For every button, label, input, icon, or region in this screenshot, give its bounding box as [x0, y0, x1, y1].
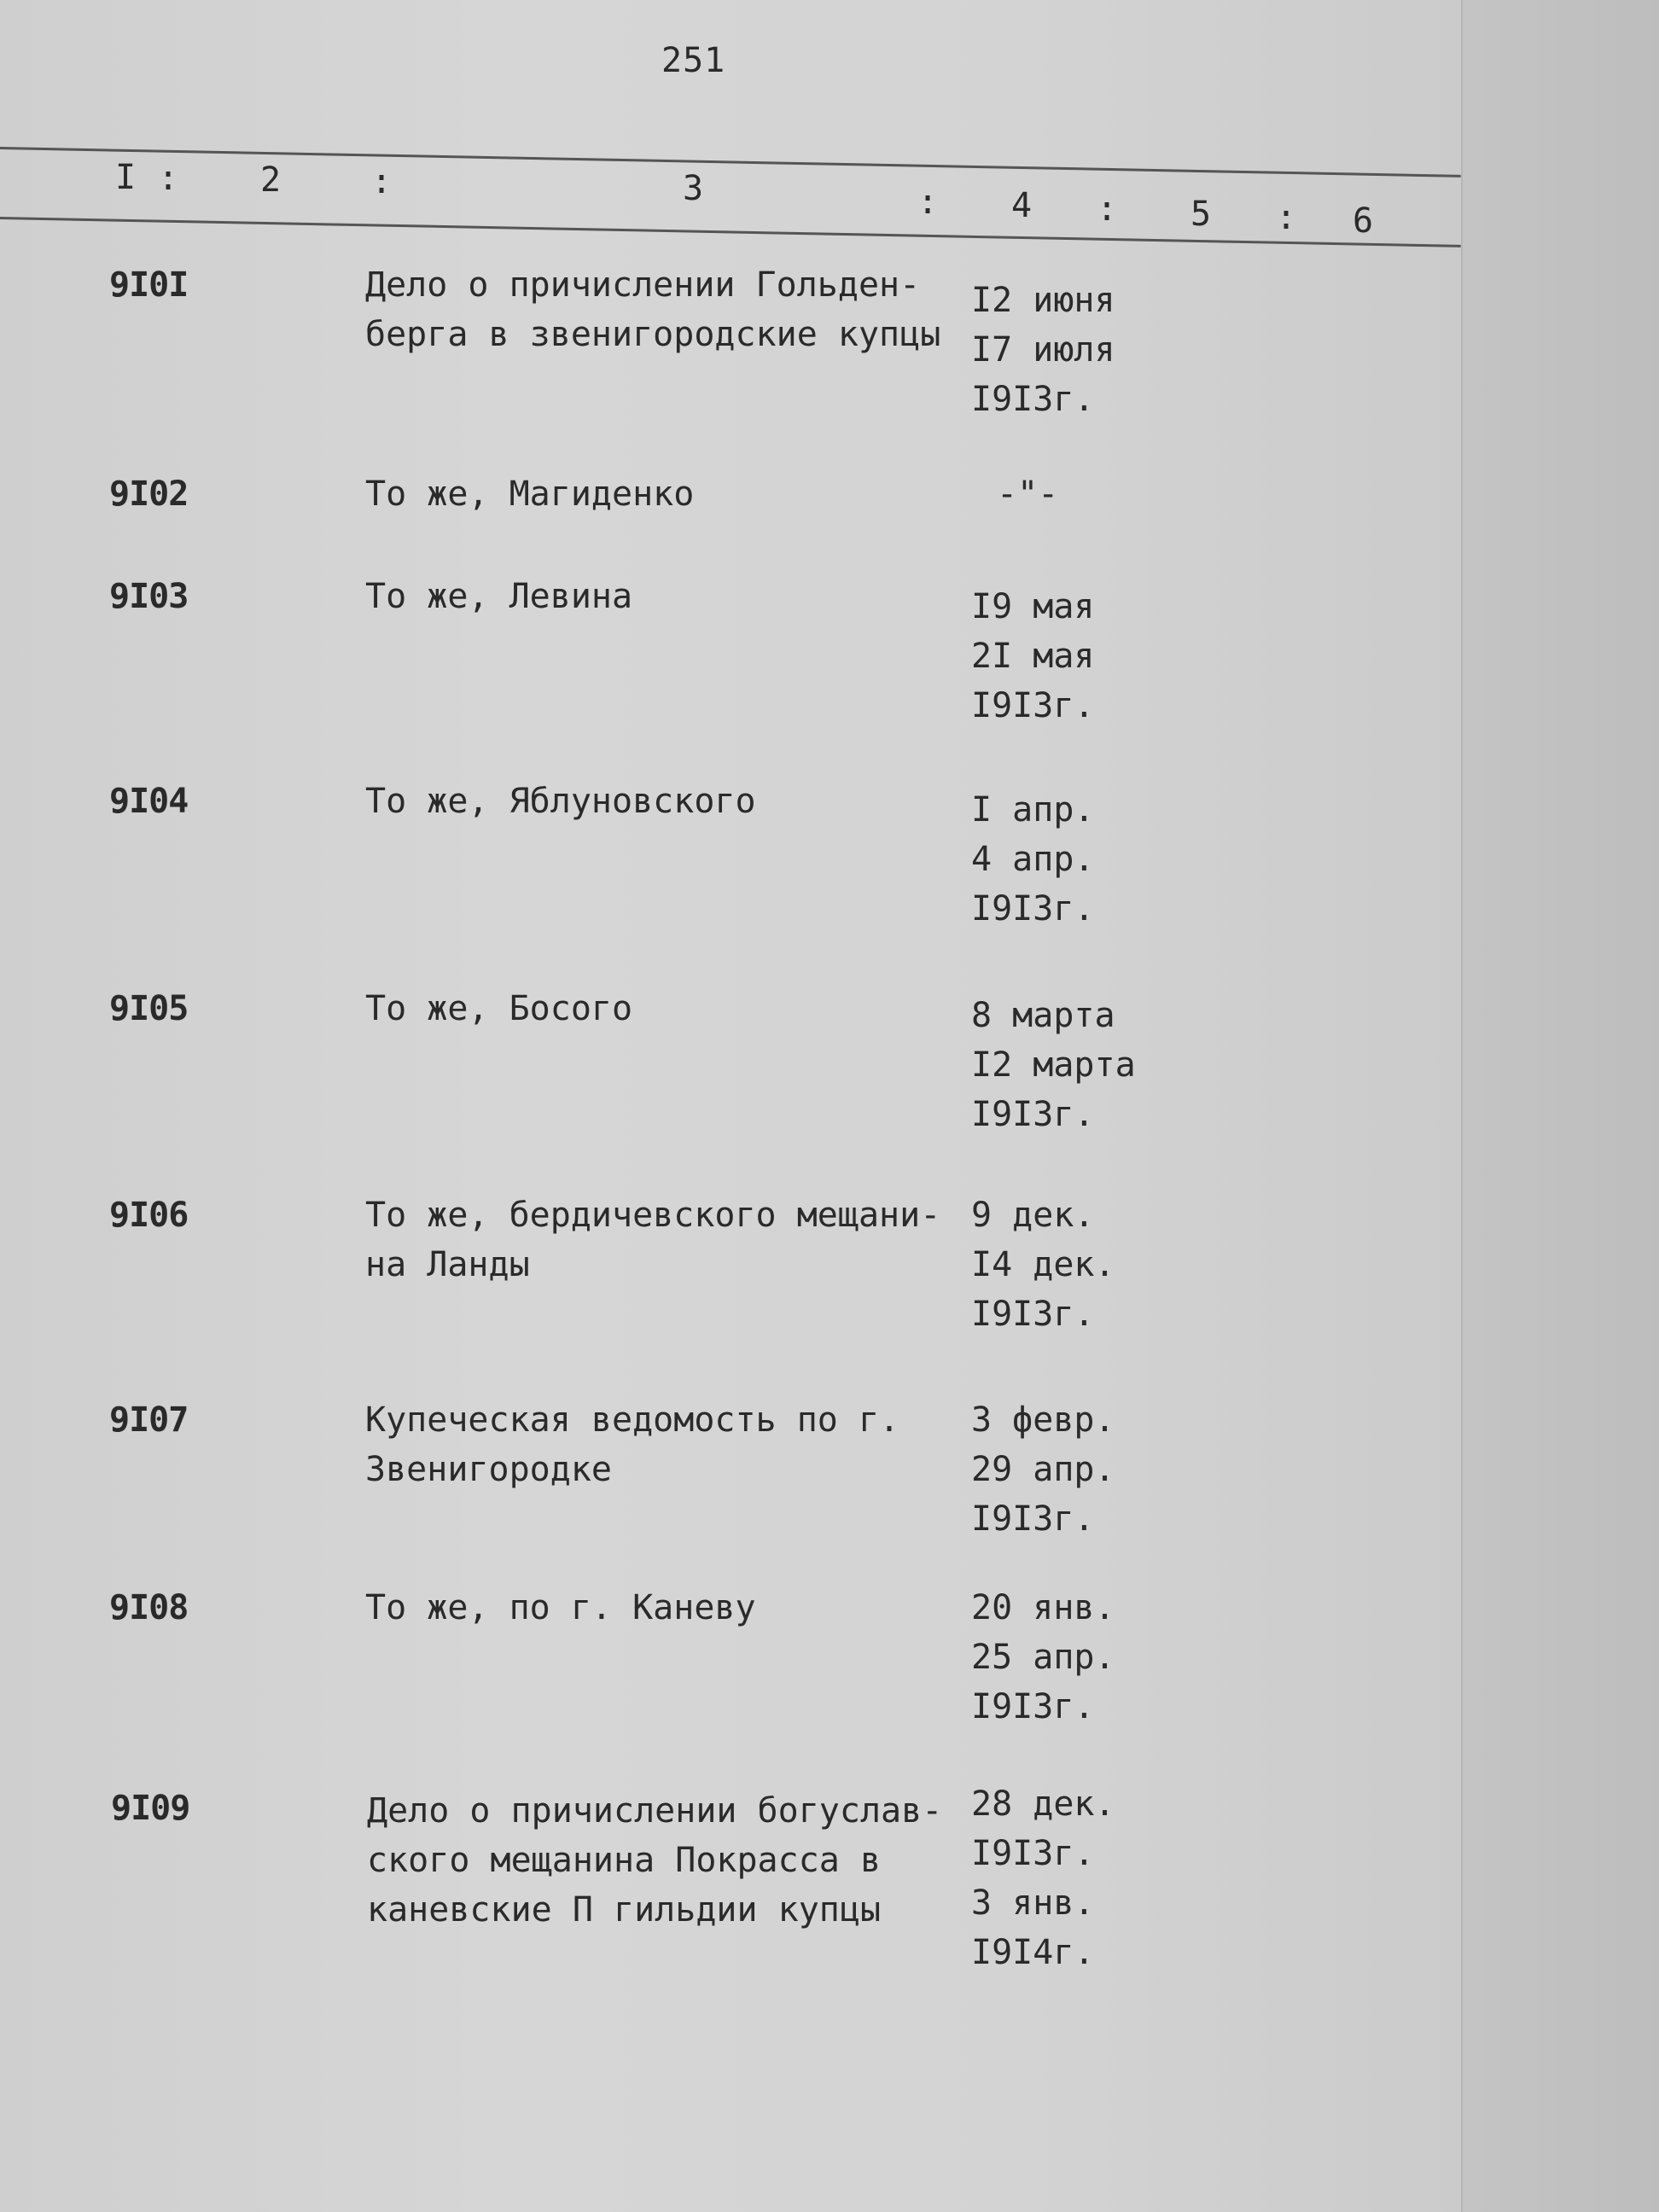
entry-date-line: 3 февр.	[971, 1400, 1115, 1440]
entry-dates	[971, 1779, 1115, 1977]
column-separator: :	[917, 183, 939, 222]
entry-title-line: каневские П гильдии купцы	[367, 1890, 882, 1930]
entry-title-line: То же, Магиденко	[365, 474, 695, 514]
entry-number: 9I03	[109, 577, 189, 616]
entry-date-line: 29 апр.	[971, 1450, 1115, 1489]
entry-title	[365, 1190, 940, 1289]
entry-title-line: Дело о причислении богуслав-	[367, 1791, 943, 1831]
entry-date-line: I9I3г.	[971, 1687, 1095, 1726]
entry-date-line: I9I3г.	[971, 1499, 1095, 1539]
entry-date-line: I9I3г.	[971, 1834, 1095, 1873]
entry-dates	[971, 582, 1095, 731]
column-separator: :	[158, 159, 179, 198]
entry-title-line: Купеческая ведомость по г.	[365, 1400, 900, 1440]
entry-title-line: берга в звенигородские купцы	[365, 315, 941, 354]
entry-title-line: То же, по г. Каневу	[365, 1588, 756, 1627]
entry-title-line: Звенигородке	[365, 1450, 612, 1489]
entry-date-line: 4 апр.	[971, 840, 1095, 879]
column-header-5: 5	[1190, 195, 1212, 234]
entry-date-line: I9I3г.	[971, 380, 1095, 419]
entry-dates	[971, 1190, 1115, 1339]
entry-title-line: ского мещанина Покрасса в	[367, 1841, 882, 1880]
entry-title	[365, 1583, 756, 1633]
entry-title-line: То же, Левина	[365, 577, 633, 616]
entry-title-line: То же, бердичевского мещани-	[365, 1196, 941, 1235]
entry-number: 9I02	[109, 474, 189, 514]
entry-date-line: I2 июня	[971, 281, 1115, 320]
entry-title-line: на Ланды	[365, 1245, 530, 1284]
entry-title	[365, 777, 756, 826]
entry-date-line: 2I мая	[971, 637, 1095, 676]
entry-number: 9I04	[109, 782, 189, 821]
entry-date-line: I9 мая	[971, 587, 1095, 626]
entry-number: 9I06	[109, 1196, 189, 1235]
column-header-1: I	[115, 158, 137, 197]
column-header-3: 3	[683, 169, 704, 208]
entry-title	[365, 1395, 899, 1494]
entry-number: 9I05	[109, 989, 189, 1028]
entry-title-line: То же, Босого	[365, 989, 633, 1028]
column-separator: :	[1276, 198, 1297, 237]
column-header-4: 4	[1011, 186, 1033, 225]
entry-date-line: -"-	[997, 474, 1059, 514]
entry-title	[367, 1786, 942, 1935]
entry-dates	[971, 276, 1115, 424]
column-header-2: 2	[260, 160, 282, 200]
entry-date-line: 28 дек.	[971, 1784, 1115, 1824]
entry-date-line: 9 дек.	[971, 1196, 1095, 1235]
entry-date-line: 8 марта	[971, 996, 1115, 1035]
sheet-edge	[1461, 0, 1659, 2212]
page-number: 251	[661, 41, 726, 80]
entry-dates	[997, 469, 1058, 519]
entry-dates	[971, 785, 1095, 934]
entry-date-line: I2 марта	[971, 1045, 1136, 1085]
entry-number: 9I09	[111, 1789, 190, 1828]
entry-number: 9I08	[109, 1588, 189, 1627]
entry-date-line: 3 янв.	[971, 1883, 1095, 1923]
entry-title	[365, 572, 632, 621]
entry-title-line: Дело о причислении Гольден-	[365, 265, 921, 305]
entry-title-line: То же, Яблуновского	[365, 782, 756, 821]
column-separator: :	[1097, 189, 1118, 229]
entry-dates	[971, 1583, 1115, 1732]
column-separator: :	[371, 162, 393, 201]
entry-date-line: I4 дек.	[971, 1245, 1115, 1284]
entry-date-line: I9I3г.	[971, 686, 1095, 725]
entry-date-line: I9I3г.	[971, 1095, 1095, 1134]
entry-title	[365, 469, 694, 519]
entry-date-line: 20 янв.	[971, 1588, 1115, 1627]
entry-date-line: I7 июля	[971, 330, 1115, 370]
entry-date-line: I апр.	[971, 790, 1095, 830]
entry-dates	[971, 991, 1136, 1139]
entry-number: 9I0I	[109, 265, 189, 305]
entry-date-line: I9I4г.	[971, 1933, 1095, 1972]
entry-number: 9I07	[109, 1400, 189, 1440]
entry-title	[365, 984, 632, 1033]
entry-date-line: I9I3г.	[971, 889, 1095, 928]
entry-date-line: 25 апр.	[971, 1638, 1115, 1677]
entry-title	[365, 260, 940, 359]
column-header-6: 6	[1353, 201, 1374, 241]
entry-date-line: I9I3г.	[971, 1295, 1095, 1334]
entry-dates	[971, 1395, 1115, 1544]
